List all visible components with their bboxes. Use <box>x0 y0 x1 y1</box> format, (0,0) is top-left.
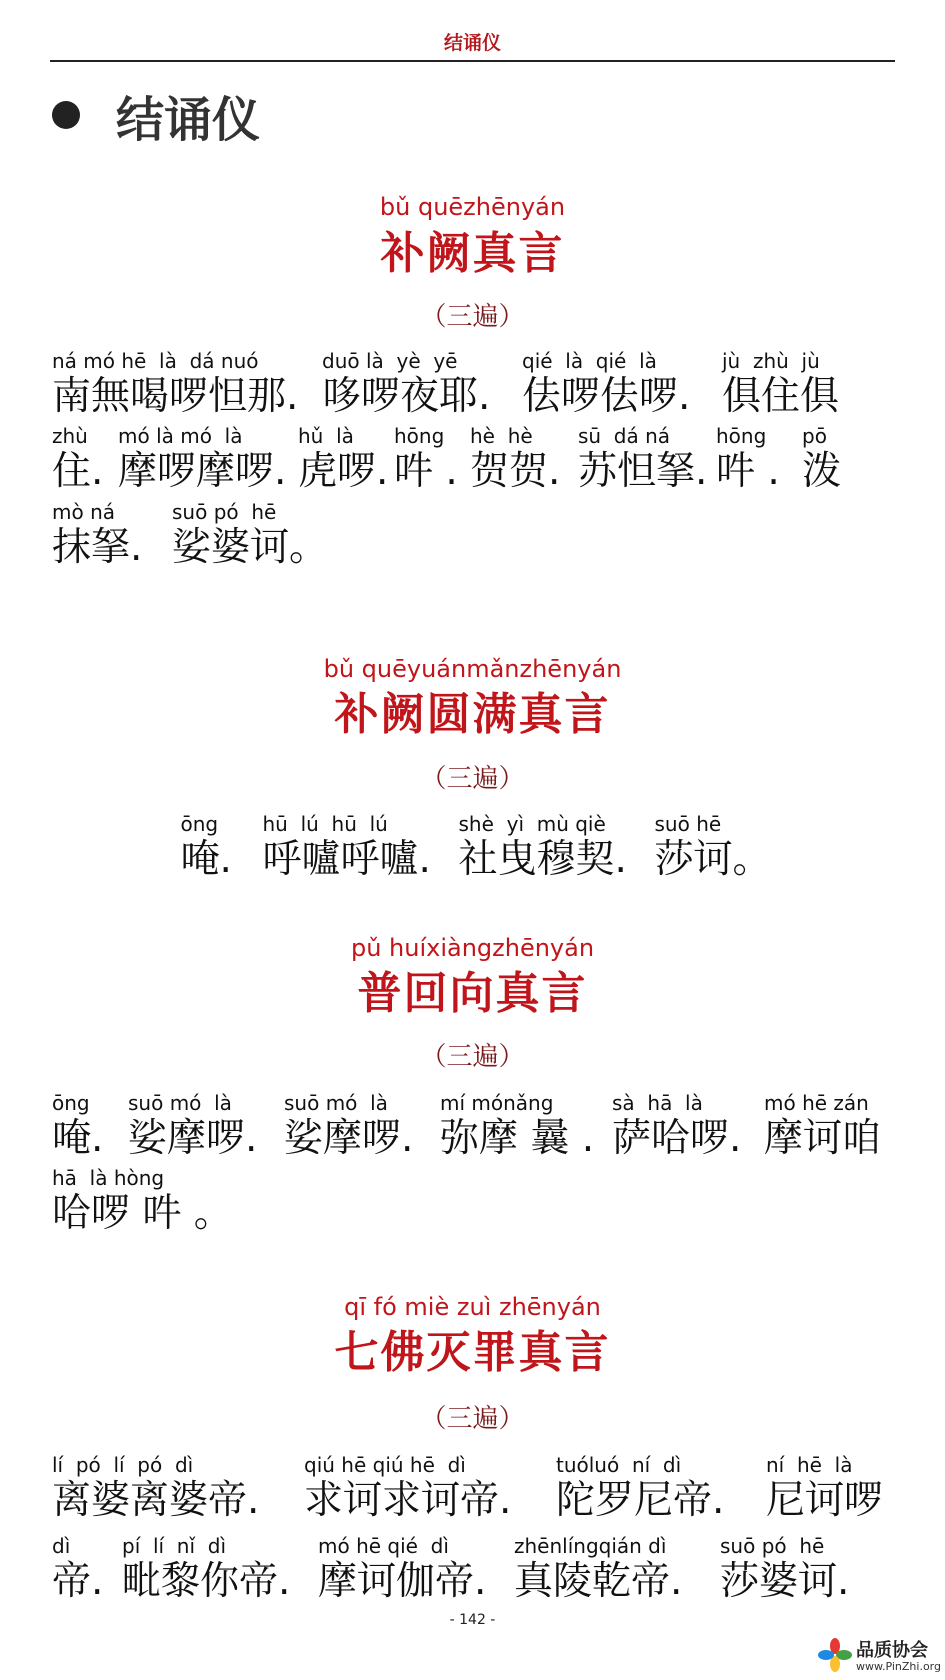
bullet-icon <box>52 101 80 129</box>
header-rule <box>50 60 895 62</box>
section-heading <box>52 84 260 146</box>
mantra-pinyin-title: bǔ quēzhēnyán <box>379 193 566 221</box>
mantra-title: 补阙圆满真言 <box>334 689 611 740</box>
verse-segment: hā là hòng 哈啰 吽 。 <box>52 1166 233 1236</box>
verse-segment: jù zhù jù 俱住俱 <box>722 349 840 419</box>
verse-segment: hè hè 贺贺. <box>470 424 561 494</box>
repeat-note: （三遍） <box>420 764 525 794</box>
repeat-note: （三遍） <box>420 302 525 332</box>
site-logo <box>818 1634 943 1678</box>
verse-line <box>52 1534 897 1606</box>
page-number: - 142 - <box>449 1612 496 1628</box>
logo-url: www.PinZhi.org <box>856 1660 941 1673</box>
repeat-note: （三遍） <box>420 1404 525 1434</box>
mantra-pinyin-title: qī fó miè zuì zhēnyán <box>344 1293 601 1321</box>
verse-segment: qiú hē qiú hē dì 求诃求诃帝. <box>304 1453 512 1523</box>
verse-line <box>52 1166 897 1238</box>
verse-segment: hū lú hū lú 呼嚧呼嚧. <box>262 812 431 882</box>
verse-segment: qié là qié là 佉啰佉啰. <box>522 349 691 419</box>
verse-line <box>52 349 897 421</box>
verse-line <box>52 424 897 496</box>
verse-segment: zhēnlíngqián dì 真陵乾帝. <box>514 1534 683 1604</box>
verse-segment: hōng 吽 . <box>716 424 780 494</box>
mantra-title: 七佛灭罪真言 <box>334 1327 611 1378</box>
verse-segment: tuóluó ní dì 陀罗尼帝. <box>556 1453 725 1523</box>
verse-segment: pō 泼 <box>802 424 842 494</box>
verse-segment: suō mó là 娑摩啰. <box>284 1091 414 1161</box>
verse-segment: mò ná 抹拏. <box>52 500 143 570</box>
verse-segment: suō pó hē 莎婆诃. <box>720 1534 850 1604</box>
verse-segment: sà hā là 萨哈啰. <box>612 1091 742 1161</box>
verse-segment: mó là mó là 摩啰摩啰. <box>118 424 287 494</box>
petal-logo-icon <box>818 1638 852 1672</box>
verse-segment: suō pó hē 娑婆诃。 <box>172 500 329 570</box>
verse-segment: ōng 唵. <box>52 1091 104 1161</box>
verse-segment: hǔ là 虎啰. <box>298 424 389 494</box>
verse-segment: ní hē là 尼诃啰 <box>766 1453 884 1523</box>
verse-line <box>0 812 945 884</box>
mantra-title: 普回向真言 <box>357 968 588 1019</box>
verse-segment: ōng 唵. <box>180 812 232 882</box>
verse-segment: ná mó hē là dá nuó 南無喝啰怛那. <box>52 349 299 419</box>
logo-text: 品质协会 <box>856 1640 928 1661</box>
verse-segment: zhù 住. <box>52 424 104 494</box>
mantra-pinyin-title: bǔ quēyuánmǎnzhēnyán <box>323 655 622 683</box>
repeat-note: （三遍） <box>420 1042 525 1072</box>
mantra-pinyin-title: pǔ huíxiàngzhēnyán <box>350 934 595 962</box>
verse-line <box>52 500 897 572</box>
verse-segment: suō hē 莎诃。 <box>654 812 772 882</box>
verse-segment: suō mó là 娑摩啰. <box>128 1091 258 1161</box>
verse-segment: duō là yè yē 哆啰夜耶. <box>322 349 491 419</box>
verse-line <box>52 1091 897 1163</box>
verse-segment: lí pó lí pó dì 离婆离婆帝. <box>52 1453 260 1523</box>
mantra-title: 补阙真言 <box>380 228 565 279</box>
verse-segment: shè yì mù qiè 社曳穆契. <box>458 812 627 882</box>
header-title: 结诵仪 <box>443 32 501 54</box>
verse-segment: mó hē qié dì 摩诃伽帝. <box>318 1534 487 1604</box>
verse-segment: pí lí nǐ dì 毗黎你帝. <box>122 1534 291 1604</box>
verse-segment: sū dá ná 苏怛拏. <box>578 424 708 494</box>
verse-segment: mí mónǎng 弥摩 曩 . <box>440 1091 595 1161</box>
verse-segment: dì 帝. <box>52 1534 104 1604</box>
verse-line <box>52 1453 897 1525</box>
verse-segment: mó hē zán 摩诃咱 <box>764 1091 882 1161</box>
verse-segment: hōng 吽 . <box>394 424 458 494</box>
section-title: 结诵仪 <box>116 91 261 148</box>
